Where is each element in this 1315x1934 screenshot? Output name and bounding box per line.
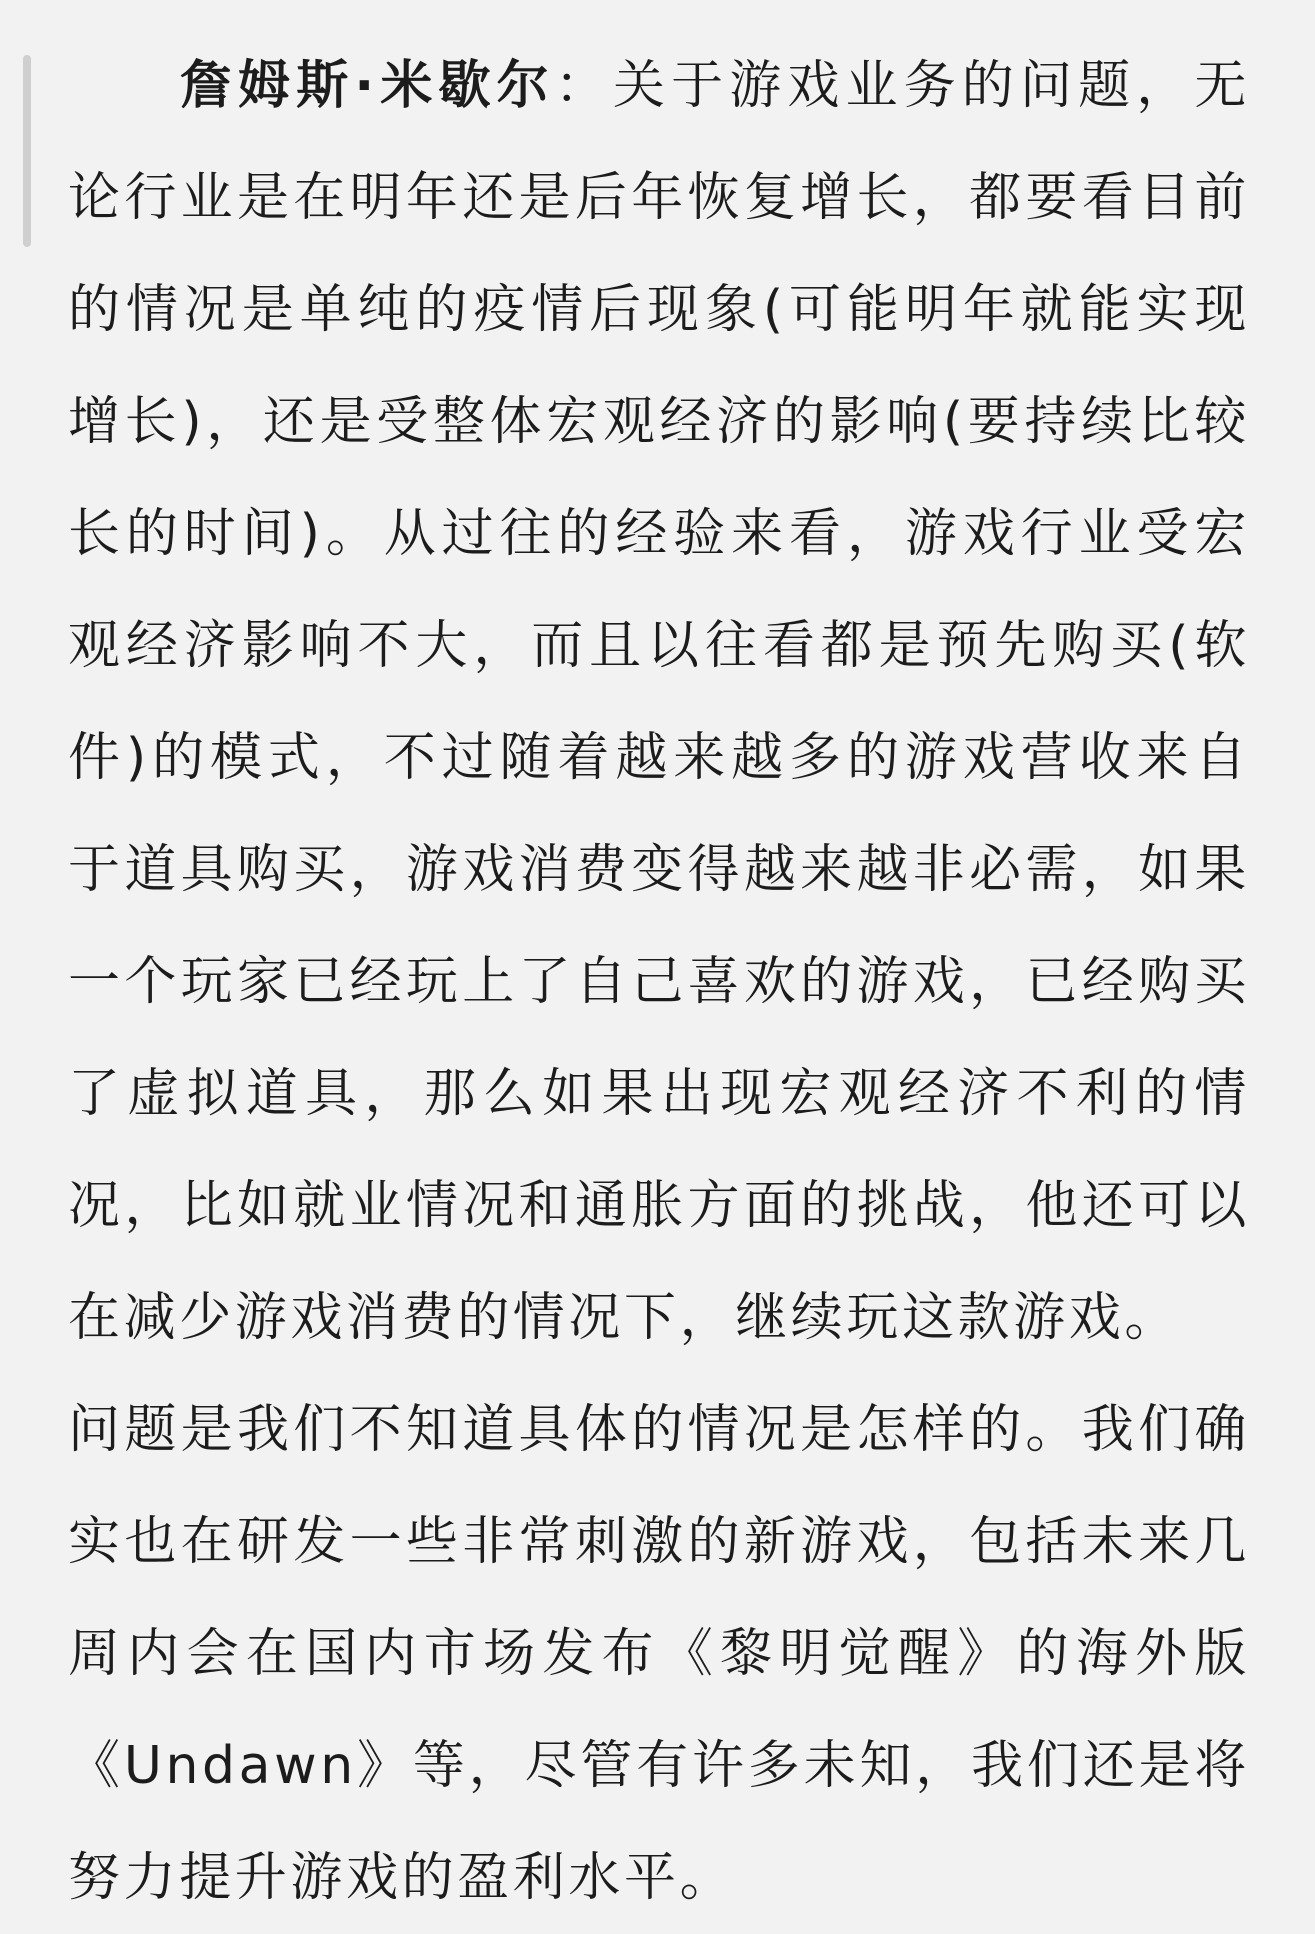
speaker-separator: ：	[554, 56, 613, 116]
vertical-scrollbar[interactable]	[23, 55, 31, 247]
article-body	[68, 30, 1250, 1934]
paragraph-text: 关于游戏业务的问题，无论行业是在明年还是后年恢复增长，都要看目前的情况是单纯的疫情后现象(可能明年就能实现增长)，还是受整体宏观经济的影响(要持续比较长的时间)。从过往的经验来看，游戏行业受宏观经济影响不大，而且以往看都是预先购买(软件)的模式，不过随着越来越多的游戏营收来自于道具购买，游戏消费变得越来越非必需，如果一个玩家已经玩上了自己喜欢的游戏，已经购买了虚拟道具，那么如果出现宏观经济不利的情况，比如就业情况和通胀方面的挑战，他还可以在减少游戏消费的情况下，继续玩这款游戏。	[68, 56, 1250, 1348]
paragraph-continuation: 问题是我们不知道具体的情况是怎样的。我们确实也在研发一些非常刺激的新游戏，包括未来几周内会在国内市场发布《黎明觉醒》的海外版《Undawn》等，尽管有许多未知，我们还是将努力提升游戏的盈利水平。	[68, 1400, 1250, 1908]
speaker-name: 詹姆斯·米歇尔	[180, 56, 555, 116]
paragraph-speaker-answer	[68, 30, 1250, 1374]
